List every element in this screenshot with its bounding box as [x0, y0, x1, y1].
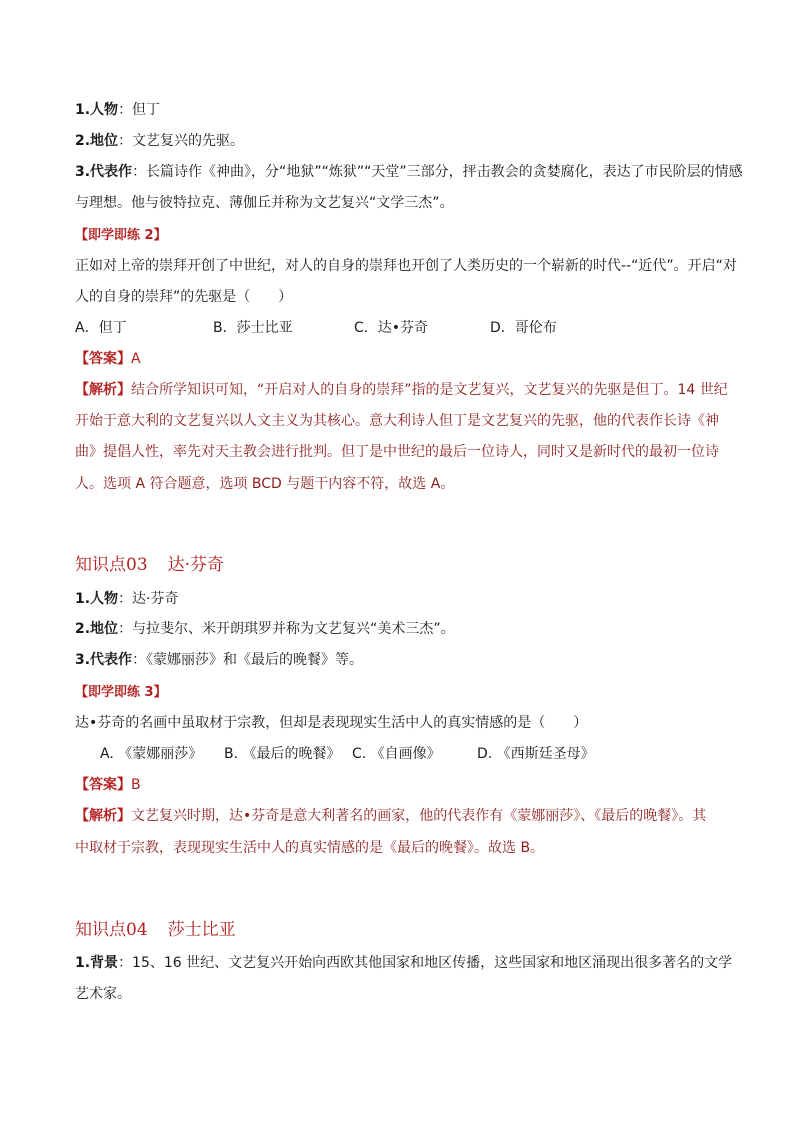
- sec02-options: [75, 318, 735, 338]
- sec04-heading: [75, 915, 236, 940]
- sec02-person-line: [75, 100, 735, 120]
- sec03-option-a: A. 《蒙娜丽莎》: [100, 746, 203, 762]
- sec02-question-l1: 正如对上帝的崇拜开创了中世纪，对人的自身的崇拜也开创了人类历史的一个崭新的时代--“近代”。开启“对: [75, 258, 737, 274]
- sec02-works-text: ：长篇诗作《神曲》，分“地狱”“炼狱”“天堂”三部分，抨击教会的贪婪腐化，表达了市民阶层的情感: [132, 164, 743, 180]
- sec03-person-text: ：达·芬奇: [118, 591, 179, 607]
- sec03-answer-label: 【答案】: [75, 777, 131, 793]
- sec03-heading-title: 达·芬奇: [167, 555, 225, 575]
- sec03-heading: [75, 550, 224, 575]
- sec02-works-cont: 与理想。他与彼特拉克、薄伽丘并称为文艺复兴“文学三杰”。: [75, 195, 454, 211]
- sec02-answer-value: A: [131, 351, 141, 367]
- sec03-person-line: [75, 589, 735, 609]
- sec03-option-c: C. 《自画像》: [352, 746, 441, 762]
- sec03-option-d: D. 《西斯廷圣母》: [477, 746, 595, 762]
- sec02-option-d: D．哥伦布: [490, 320, 557, 336]
- sec02-analysis-l4: 人。选项 A 符合题意，选项 BCD 与题干内容不符，故选 A。: [75, 476, 455, 492]
- sec04-background-cont: 艺术家。: [75, 986, 131, 1002]
- sec02-practice-label: 【即学即练 2】: [75, 228, 167, 243]
- sec04-background-label: 1.背景: [75, 955, 119, 971]
- sec03-answer-value: B: [131, 777, 141, 793]
- sec04-background-line: [75, 953, 735, 973]
- sec03-status-label: 2.地位: [75, 621, 119, 637]
- sec02-question-l2: 人的自身的崇拜”的先驱是（ ）: [75, 289, 293, 305]
- sec02-option-a: A．但丁: [75, 320, 127, 336]
- sec02-analysis-l3: 曲》提倡人性，率先对天主教会进行批判。但丁是中世纪的最后一位诗人，同时又是新时代的最初一位诗: [75, 444, 719, 460]
- sec03-question: 达•芬奇的名画中虽取材于宗教，但却是表现现实生活中人的真实情感的是（ ）: [75, 715, 588, 731]
- sec02-works-label: 3.代表作: [75, 164, 133, 180]
- sec04-heading-number: 知识点04: [75, 920, 148, 940]
- sec02-analysis-text-l1: 结合所学知识可知，“开启对人的自身的崇拜”指的是文艺复兴，文艺复兴的先驱是但丁。14 世纪: [131, 382, 728, 398]
- sec03-heading-number: 知识点03: [75, 555, 148, 575]
- sec02-status-text: ：文艺复兴的先驱。: [118, 133, 245, 149]
- sec03-person-label: 1.人物: [75, 591, 119, 607]
- sec03-analysis-l1: [75, 806, 735, 826]
- sec02-analysis-l2: 开始于意大利的文艺复兴以人文主义为其核心。意大利诗人但丁是文艺复兴的先驱，他的代表作长诗《神: [75, 413, 719, 429]
- sec02-answer: [75, 349, 735, 369]
- sec04-background-text: ：15、16 世纪、文艺复兴开始向西欧其他国家和地区传播，这些国家和地区涌现出很多著名的文学: [118, 955, 733, 971]
- sec02-person-text: ：但丁: [118, 102, 161, 118]
- sec02-status-line: [75, 131, 735, 151]
- sec03-works-label: 3.代表作: [75, 652, 133, 668]
- sec03-works-line: [75, 650, 735, 670]
- sec02-option-c: C．达•芬奇: [354, 320, 429, 336]
- sec03-analysis-l2: 中取材于宗教，表现现实生活中人的真实情感的是《最后的晚餐》。故选 B。: [75, 840, 545, 856]
- sec03-option-b: B. 《最后的晚餐》: [224, 746, 341, 762]
- sec03-status-text: ：与拉斐尔、米开朗琪罗并称为文艺复兴“美术三杰”。: [118, 621, 455, 637]
- sec02-works-line: [75, 162, 743, 182]
- sec03-options: [100, 744, 760, 764]
- sec03-works-text: ：《蒙娜丽莎》和《最后的晚餐》等。: [132, 652, 364, 668]
- sec02-status-label: 2.地位: [75, 133, 119, 149]
- sec02-option-b: B．莎士比亚: [213, 320, 293, 336]
- sec03-status-line: [75, 619, 735, 639]
- sec02-person-label: 1.人物: [75, 102, 119, 118]
- sec02-analysis-label: 【解析】: [75, 382, 131, 398]
- sec03-analysis-text-l1: 文艺复兴时期，达•芬奇是意大利著名的画家，他的代表作有《蒙娜丽莎》、《最后的晚餐》。其: [131, 808, 707, 824]
- sec03-analysis-label: 【解析】: [75, 808, 131, 824]
- sec02-answer-label: 【答案】: [75, 351, 131, 367]
- sec04-heading-title: 莎士比亚: [167, 920, 236, 940]
- sec02-analysis-l1: [75, 380, 735, 400]
- sec03-practice-label: 【即学即练 3】: [75, 685, 167, 700]
- sec03-answer: [75, 775, 735, 795]
